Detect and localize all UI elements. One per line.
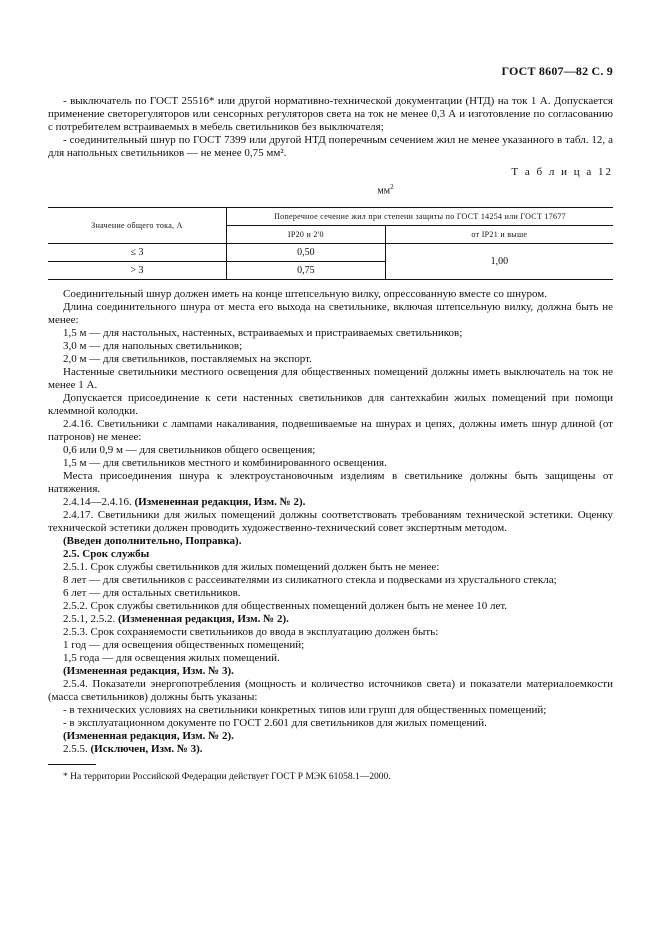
paragraph-bold-tail: (Исключен, Изм. № 3). [90, 743, 203, 756]
paragraph-text: Настенные светильники местного освещения для общественных помещений должны иметь выключатель на ток не менее 1 А. [48, 366, 613, 392]
paragraph [48, 366, 613, 392]
paragraph-text: 2.5.2. Срок службы светильников для общественных помещений должен быть не менее 10 лет. [63, 600, 508, 613]
paragraph [48, 665, 613, 678]
paragraph [48, 327, 613, 340]
paragraph-text: Места присоединения шнура к электроустановочным изделиям в светильнике должны быть защищены от натяжения. [48, 470, 613, 496]
paragraph [48, 678, 613, 704]
intro-paragraph-2: - соединительный шнур по ГОСТ 7399 или другой НТД поперечным сечением жил не менее указанного в табл. 12, а для напольных светильников — не менее 0,75 мм². [48, 134, 613, 159]
intro-paragraph-1: - выключатель по ГОСТ 25516* или другой нормативно-технической документации (НТД) на ток 1 А. Допускается применение светорегуляторов или сенсорных регуляторов света на ток не менее 0,3 А и изготовление по согласованию с потребителем встраиваемых в мебель светильников без выключателя; [48, 95, 613, 133]
paragraph [48, 548, 613, 561]
paragraph [48, 717, 613, 730]
table-row-2-label: > 3 [48, 262, 227, 280]
footnote-divider [48, 764, 96, 765]
paragraph [48, 353, 613, 366]
paragraph-text: 2.4.14—2.4.16. [63, 496, 132, 509]
footnote: * На территории Российской Федерации действует ГОСТ Р МЭК 61058.1—2000. [63, 772, 391, 783]
paragraph-text: Допускается присоединение к сети настенных светильников для сантехкабин жилых помещений при помощи клеммной колодки. [48, 392, 613, 418]
table-row-2-value: 0,75 [227, 262, 386, 280]
paragraph-text: 1,5 года — для освещения жилых помещений. [63, 652, 280, 665]
page-header: ГОСТ 8607—82 С. 9 [501, 64, 613, 78]
paragraph [48, 613, 613, 626]
paragraph-text: 1 год — для освещения общественных помещений; [63, 639, 305, 652]
paragraph [48, 639, 613, 652]
paragraph-text: 2.5.1, 2.5.2. [63, 613, 116, 626]
paragraph-text: 2,0 м — для светильников, поставляемых на экспорт. [63, 353, 312, 366]
paragraph-text: 3,0 м — для напольных светильников; [63, 340, 243, 353]
paragraphs [48, 288, 613, 756]
paragraph-text: - в технических условиях на светильники конкретных типов или групп для общественных помещений; [63, 704, 547, 717]
paragraph-text: 8 лет — для светильников с рассеивателями из силикатного стекла и подвесками из хрустального стекла; [63, 574, 557, 587]
document-body [48, 95, 613, 784]
paragraph [48, 457, 613, 470]
paragraph-text: Соединительный шнур должен иметь на конце штепсельную вилку, опрессованную вместе со шнуром. [63, 288, 547, 301]
paragraph [48, 574, 613, 587]
paragraph [48, 340, 613, 353]
paragraph [48, 288, 613, 301]
paragraph [48, 444, 613, 457]
paragraph-text: 2.5.3. Срок сохраняемости светильников до ввода в эксплуатацию должен быть: [63, 626, 439, 639]
table-unit [48, 181, 613, 197]
paragraph-text: (Измененная редакция, Изм. № 3). [63, 665, 234, 678]
cross-section-table [48, 207, 613, 280]
paragraph [48, 509, 613, 535]
paragraph-text: 2.4.17. Светильники для жилых помещений должны соответствовать требованиям технической эстетики. Оценку технической эстетики должен проводить художественно-технический совет экспертным методом. [48, 509, 613, 535]
paragraph [48, 626, 613, 639]
paragraph-bold-tail: (Измененная редакция, Изм. № 2). [118, 613, 289, 626]
paragraph [48, 587, 613, 600]
paragraph [48, 730, 613, 743]
paragraph-text: - в эксплуатационном документе по ГОСТ 2.601 для светильников для жилых помещений. [63, 717, 487, 730]
paragraph [48, 301, 613, 327]
paragraph [48, 600, 613, 613]
table-subheader-ip21: от IP21 и выше [385, 226, 613, 244]
paragraph [48, 561, 613, 574]
paragraph-text: (Введен дополнительно, Поправка). [63, 535, 242, 548]
table-header-group: Поперечное сечение жил при степени защиты по ГОСТ 14254 или ГОСТ 17677 [227, 208, 614, 226]
paragraph-text: 2.5.1. Срок службы светильников для жилых помещений должен быть не менее: [63, 561, 440, 574]
table-subheader-ip20: IP20 и 2'0 [227, 226, 386, 244]
table-header-current: Значение общего тока, А [48, 208, 227, 244]
table-merged-value: 1,00 [385, 244, 613, 280]
paragraph-text: 0,6 или 0,9 м — для светильников общего освещения; [63, 444, 316, 457]
paragraph [48, 704, 613, 717]
paragraph [48, 743, 613, 756]
paragraph-text: 2.5.5. [63, 743, 88, 756]
paragraph-text: Длина соединительного шнура от места его выхода на светильнике, включая штепсельную вилку, должна быть не менее: [48, 301, 613, 327]
paragraph [48, 652, 613, 665]
paragraph-text: 2.4.16. Светильники с лампами накаливания, подвешиваемые на шнурах и цепях, должны иметь шнур длиной (от патронов) не менее: [48, 418, 613, 444]
paragraph-text: 2.5. Срок службы [63, 548, 150, 561]
paragraph-bold-tail: (Измененная редакция, Изм. № 2). [134, 496, 306, 509]
paragraph-text: 2.5.4. Показатели энергопотребления (мощность и количество источников света) и показатели материалоемкости (масса светильников) должны быть указаны: [48, 678, 613, 704]
paragraph [48, 392, 613, 418]
table-unit-text: мм [377, 185, 391, 197]
table-caption: Т а б л и ц а 12 [511, 166, 613, 178]
paragraph-text: 6 лет — для остальных светильников. [63, 587, 241, 600]
paragraph-text: (Измененная редакция, Изм. № 2). [63, 730, 234, 743]
paragraph [48, 418, 613, 444]
paragraph [48, 535, 613, 548]
paragraph-text: 1,5 м — для светильников местного и комбинированного освещения. [63, 457, 387, 470]
table-unit-superscript: 2 [390, 183, 394, 191]
paragraph [48, 470, 613, 496]
paragraph-text: 1,5 м — для настольных, настенных, встраиваемых и пристраиваемых светильников; [63, 327, 463, 340]
table-row-1-value: 0,50 [227, 244, 386, 262]
table-row-1-label: ≤ 3 [48, 244, 227, 262]
paragraph [48, 496, 613, 509]
